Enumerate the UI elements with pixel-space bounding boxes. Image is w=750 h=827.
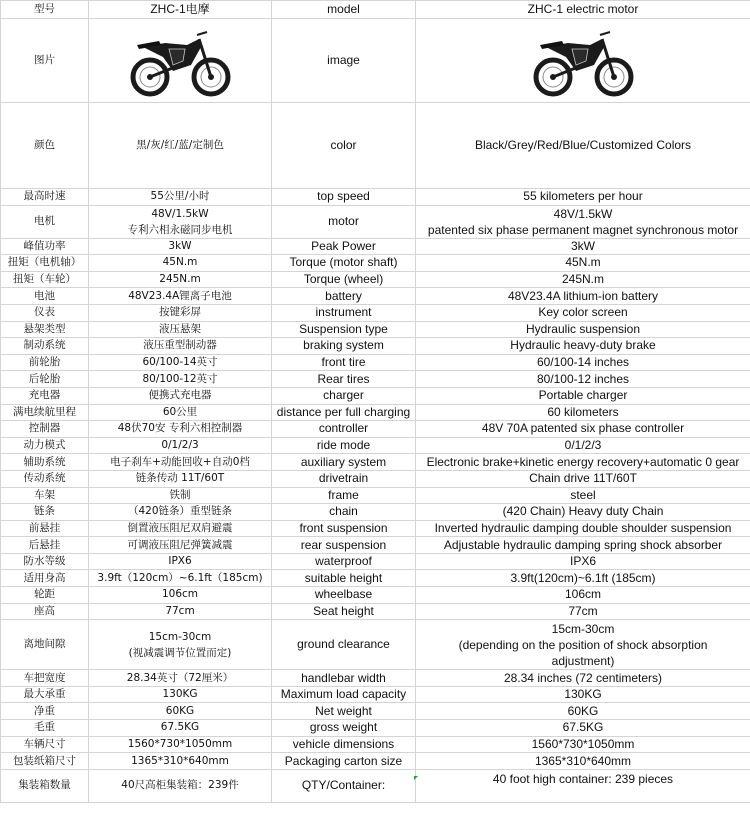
value-en: 80/100-12 inches xyxy=(416,371,750,388)
label-en: Suspension type xyxy=(272,321,416,338)
spec-row-ground-clearance xyxy=(1,620,750,670)
value-zh: 电子刹车+动能回收+自动0档 xyxy=(89,454,272,471)
value-en: 245N.m xyxy=(416,271,750,288)
value-zh: 77cm xyxy=(89,603,272,620)
spec-row xyxy=(1,238,750,255)
value-en-line: patented six phase permanent magnet synchronous motor xyxy=(427,222,739,237)
value-zh: 按键彩屏 xyxy=(89,304,272,321)
value-en: 40 foot high container: 239 pieces xyxy=(416,769,750,802)
label-zh: 后悬挂 xyxy=(1,537,89,554)
label-zh: 毛重 xyxy=(1,720,89,737)
label-zh: 悬架类型 xyxy=(1,321,89,338)
value-zh: 3kW xyxy=(89,238,272,255)
label-en: top speed xyxy=(272,189,416,206)
label-en: Maximum load capacity xyxy=(272,686,416,703)
value-en: 28.34 inches (72 centimeters) xyxy=(416,670,750,687)
label-zh: 满电续航里程 xyxy=(1,404,89,421)
label-zh: 充电器 xyxy=(1,387,89,404)
label-en: Peak Power xyxy=(272,238,416,255)
label-zh: 型号 xyxy=(1,1,89,19)
value-zh: 60公里 xyxy=(89,404,272,421)
spec-row xyxy=(1,371,750,388)
value-zh: 130KG xyxy=(89,686,272,703)
value-zh: （420链条）重型链条 xyxy=(89,504,272,521)
value-zh: 1560*730*1050mm xyxy=(89,736,272,753)
value-en: Key color screen xyxy=(416,304,750,321)
value-zh: 液压悬架 xyxy=(89,321,272,338)
label-en: controller xyxy=(272,421,416,438)
spec-row xyxy=(1,421,750,438)
value-en: 55 kilometers per hour xyxy=(416,189,750,206)
label-zh: 轮距 xyxy=(1,587,89,604)
label-zh: 最高时速 xyxy=(1,189,89,206)
spec-row xyxy=(1,271,750,288)
spec-row xyxy=(1,454,750,471)
value-en: 77cm xyxy=(416,603,750,620)
value-zh: 1365*310*640mm xyxy=(89,753,272,770)
value-zh: 40尺高柜集装箱：239件 xyxy=(89,769,272,802)
value-zh-line: 专利六相永磁同步电机 xyxy=(127,223,233,236)
value-en: 3.9ft(120cm)~6.1ft (185cm) xyxy=(416,570,750,587)
value-zh-line: (视减震调节位置而定) xyxy=(128,646,232,659)
label-en: Rear tires xyxy=(272,371,416,388)
header-row xyxy=(1,1,750,19)
image-row xyxy=(1,19,750,103)
value-en: (420 Chain) Heavy duty Chain xyxy=(416,504,750,521)
spec-row xyxy=(1,189,750,206)
value-en: Hydraulic suspension xyxy=(416,321,750,338)
label-zh: 适用身高 xyxy=(1,570,89,587)
value-en: steel xyxy=(416,487,750,504)
spec-row xyxy=(1,703,750,720)
label-zh: 控制器 xyxy=(1,421,89,438)
label-en: vehicle dimensions xyxy=(272,736,416,753)
spec-row xyxy=(1,338,750,355)
label-zh: 前轮胎 xyxy=(1,354,89,371)
spec-row xyxy=(1,520,750,537)
value-en: 1560*730*1050mm xyxy=(416,736,750,753)
label-zh: 仪表 xyxy=(1,304,89,321)
spec-row xyxy=(1,404,750,421)
value-zh: 链条传动 11T/60T xyxy=(89,470,272,487)
value-en: 3kW xyxy=(416,238,750,255)
value-en: Hydraulic heavy-duty brake xyxy=(416,338,750,355)
value-en-line: (depending on the position of shock absorption xyxy=(458,637,708,652)
bike-image-cell xyxy=(416,19,750,103)
spec-row xyxy=(1,504,750,521)
label-en: model xyxy=(272,1,416,19)
label-en: drivetrain xyxy=(272,470,416,487)
value-en: Electronic brake+kinetic energy recovery+automatic 0 gear xyxy=(416,454,750,471)
label-en: ride mode xyxy=(272,437,416,454)
value-en xyxy=(416,620,750,670)
label-en: wheelbase xyxy=(272,587,416,604)
label-en: front suspension xyxy=(272,520,416,537)
label-zh: 座高 xyxy=(1,603,89,620)
value-zh-line: 48V/1.5kW xyxy=(151,207,209,220)
label-zh: 后轮胎 xyxy=(1,371,89,388)
value-zh xyxy=(89,205,272,238)
label-en: waterproof xyxy=(272,553,416,570)
value-en: 60 kilometers xyxy=(416,404,750,421)
label-en: QTY/Container: xyxy=(272,769,416,802)
value-zh: 3.9ft（120cm）~6.1ft（185cm) xyxy=(89,570,272,587)
spec-row xyxy=(1,670,750,687)
spec-row xyxy=(1,437,750,454)
spec-row xyxy=(1,570,750,587)
bike-image-cell xyxy=(89,19,272,103)
value-zh: 倒置液压阻尼双肩避震 xyxy=(89,520,272,537)
label-en: color xyxy=(272,103,416,189)
spec-row xyxy=(1,304,750,321)
value-en: 60KG xyxy=(416,703,750,720)
label-zh: 动力模式 xyxy=(1,437,89,454)
value-en: Chain drive 11T/60T xyxy=(416,470,750,487)
label-en: Packaging carton size xyxy=(272,753,416,770)
spec-row xyxy=(1,255,750,272)
value-en: 1365*310*640mm xyxy=(416,753,750,770)
value-zh: 67.5KG xyxy=(89,720,272,737)
label-en: handlebar width xyxy=(272,670,416,687)
spec-row xyxy=(1,553,750,570)
spec-row xyxy=(1,537,750,554)
value-en: 106cm xyxy=(416,587,750,604)
value-en-line: adjustment) xyxy=(551,653,615,668)
label-en: front tire xyxy=(272,354,416,371)
value-en: 0/1/2/3 xyxy=(416,437,750,454)
label-en: Seat height xyxy=(272,603,416,620)
spec-row xyxy=(1,753,750,770)
label-zh: 颜色 xyxy=(1,103,89,189)
label-zh: 辅助系统 xyxy=(1,454,89,471)
label-en: image xyxy=(272,19,416,103)
label-zh: 制动系统 xyxy=(1,338,89,355)
value-en: Black/Grey/Red/Blue/Customized Colors xyxy=(416,103,750,189)
value-en: ZHC-1 electric motor xyxy=(416,1,750,19)
label-zh: 车辆尺寸 xyxy=(1,736,89,753)
spec-row xyxy=(1,288,750,305)
label-en: Net weight xyxy=(272,703,416,720)
label-en: motor xyxy=(272,205,416,238)
spec-row xyxy=(1,686,750,703)
spec-row xyxy=(1,603,750,620)
value-zh: 液压重型制动器 xyxy=(89,338,272,355)
label-zh: 链条 xyxy=(1,504,89,521)
label-en: Torque (motor shaft) xyxy=(272,255,416,272)
value-en: Inverted hydraulic damping double shoulder suspension xyxy=(416,520,750,537)
value-zh: 黑/灰/红/蓝/定制色 xyxy=(89,103,272,189)
label-zh: 包装纸箱尺寸 xyxy=(1,753,89,770)
value-zh: 48伏70安 专利六相控制器 xyxy=(89,421,272,438)
value-zh: IPX6 xyxy=(89,553,272,570)
value-zh: 60KG xyxy=(89,703,272,720)
spec-row xyxy=(1,587,750,604)
value-en: 130KG xyxy=(416,686,750,703)
value-zh: ZHC-1电摩 xyxy=(89,1,272,19)
label-zh: 车把宽度 xyxy=(1,670,89,687)
value-en: IPX6 xyxy=(416,553,750,570)
value-zh-line: 15cm-30cm xyxy=(148,630,212,643)
label-zh: 扭矩（电机轴） xyxy=(1,255,89,272)
label-en: rear suspension xyxy=(272,537,416,554)
spec-row xyxy=(1,487,750,504)
value-zh: 55公里/小时 xyxy=(89,189,272,206)
label-en: instrument xyxy=(272,304,416,321)
value-zh: 245N.m xyxy=(89,271,272,288)
label-zh: 传动系统 xyxy=(1,470,89,487)
value-en: 45N.m xyxy=(416,255,750,272)
spec-row xyxy=(1,387,750,404)
label-zh: 离地间隙 xyxy=(1,620,89,670)
value-en: 60/100-14 inches xyxy=(416,354,750,371)
label-zh: 电池 xyxy=(1,288,89,305)
label-zh: 防水等级 xyxy=(1,553,89,570)
label-en: auxiliary system xyxy=(272,454,416,471)
spec-row xyxy=(1,321,750,338)
label-en: braking system xyxy=(272,338,416,355)
label-en: frame xyxy=(272,487,416,504)
value-en-line: 48V/1.5kW xyxy=(553,206,613,221)
label-en: gross weight xyxy=(272,720,416,737)
electric-dirt-bike-image xyxy=(528,25,638,97)
label-en: battery xyxy=(272,288,416,305)
label-zh: 净重 xyxy=(1,703,89,720)
label-zh: 最大承重 xyxy=(1,686,89,703)
value-zh: 可调液压阻尼弹簧减震 xyxy=(89,537,272,554)
spec-row xyxy=(1,354,750,371)
electric-dirt-bike-image xyxy=(125,25,235,97)
value-en-line: 15cm-30cm xyxy=(551,621,615,636)
label-zh: 前悬挂 xyxy=(1,520,89,537)
value-zh: 28.34英寸（72厘米） xyxy=(89,670,272,687)
label-en: ground clearance xyxy=(272,620,416,670)
value-zh: 便携式充电器 xyxy=(89,387,272,404)
value-zh: 80/100-12英寸 xyxy=(89,371,272,388)
value-en xyxy=(416,205,750,238)
label-zh: 集装箱数量 xyxy=(1,769,89,802)
label-zh: 图片 xyxy=(1,19,89,103)
cell-comment-marker xyxy=(414,776,418,780)
label-en: distance per full charging xyxy=(272,404,416,421)
value-zh xyxy=(89,620,272,670)
spec-row xyxy=(1,470,750,487)
spec-row xyxy=(1,720,750,737)
spec-row-container xyxy=(1,769,750,802)
spec-row xyxy=(1,205,750,238)
value-en: 67.5KG xyxy=(416,720,750,737)
value-zh: 60/100-14英寸 xyxy=(89,354,272,371)
label-zh: 扭矩（车轮） xyxy=(1,271,89,288)
value-zh: 0/1/2/3 xyxy=(89,437,272,454)
value-zh: 45N.m xyxy=(89,255,272,272)
label-en: suitable height xyxy=(272,570,416,587)
color-row xyxy=(1,103,750,189)
value-en: Adjustable hydraulic damping spring shock absorber xyxy=(416,537,750,554)
label-zh: 电机 xyxy=(1,205,89,238)
label-zh: 车架 xyxy=(1,487,89,504)
value-en: 48V23.4A lithium-ion battery xyxy=(416,288,750,305)
value-zh: 106cm xyxy=(89,587,272,604)
label-zh: 峰值功率 xyxy=(1,238,89,255)
label-en: chain xyxy=(272,504,416,521)
value-zh: 48V23.4A锂离子电池 xyxy=(89,288,272,305)
label-en: Torque (wheel) xyxy=(272,271,416,288)
spec-row xyxy=(1,736,750,753)
value-en: 48V 70A patented six phase controller xyxy=(416,421,750,438)
value-en: Portable charger xyxy=(416,387,750,404)
label-en: charger xyxy=(272,387,416,404)
value-zh: 铁制 xyxy=(89,487,272,504)
